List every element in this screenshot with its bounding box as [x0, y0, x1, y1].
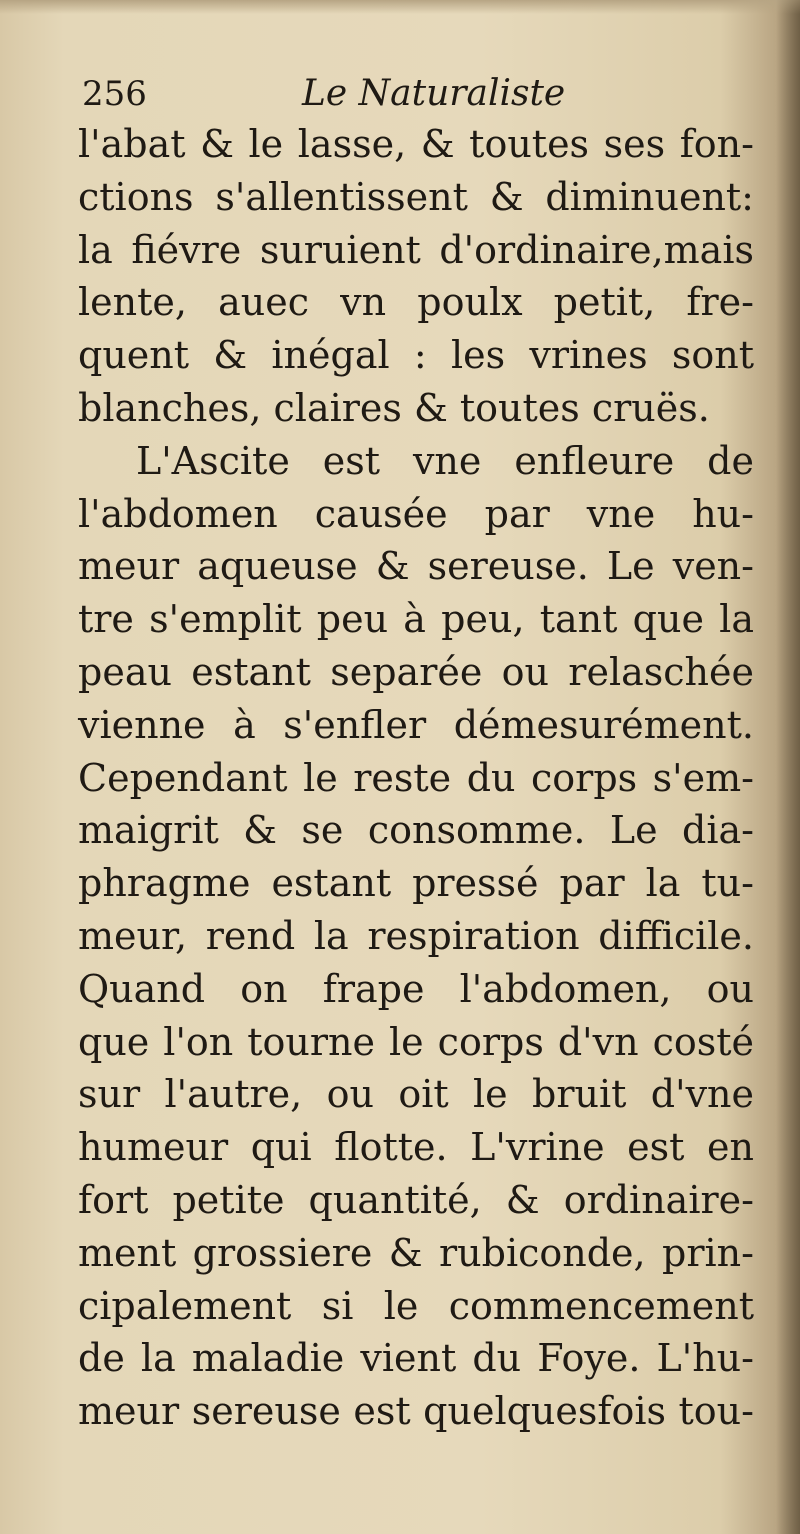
text-line: humeur qui flotte. L'vrine est en: [78, 1125, 754, 1170]
text-line: L'Ascite est vne enfleure de: [136, 438, 754, 483]
text-line: cipalement si le commencement: [78, 1283, 754, 1328]
text-line: l'abdomen causée par vne hu-: [78, 491, 754, 536]
text-line: lente, auec vn poulx petit, fre-: [78, 280, 754, 325]
text-line: phragme estant pressé par la tu-: [78, 861, 754, 906]
text-line: quent & inégal : les vrines sont: [78, 333, 754, 378]
page-header: [82, 72, 722, 116]
text-line: meur aqueuse & sereuse. Le ven-: [78, 544, 754, 589]
text-line: fort petite quantité, & ordinaire-: [78, 1177, 754, 1222]
body-text: [78, 118, 754, 1438]
text-line: ment grossiere & rubiconde, prin-: [78, 1230, 754, 1275]
text-line: l'abat & le lasse, & toutes ses fon-: [78, 122, 754, 166]
text-line: maigrit & se consomme. Le dia-: [78, 808, 754, 853]
text-line: vienne à s'enfler démesurément.: [78, 702, 754, 747]
text-line: que l'on tourne le corps d'vn costé: [78, 1019, 754, 1064]
text-line: meur, rend la respiration difficile.: [78, 913, 754, 958]
text-line: peau estant separée ou relaschée: [78, 649, 754, 694]
page-number: 256: [82, 74, 147, 114]
running-head: Le Naturaliste: [302, 73, 566, 114]
text-line: sur l'autre, ou oit le bruit d'vne: [78, 1072, 754, 1117]
text-line: de la maladie vient du Foye. L'hu-: [78, 1336, 754, 1381]
text-line: blanches, claires & toutes cruës.: [78, 385, 710, 430]
text-line: tre s'emplit peu à peu, tant que la: [78, 597, 754, 642]
text-line: Cependant le reste du corps s'em-: [78, 755, 754, 800]
text-line: Quand on frape l'abdomen, ou: [78, 966, 754, 1011]
text-line: ctions s'allentissent & diminuent:: [78, 174, 754, 219]
text-line: meur sereuse est quelquesfois tou-: [78, 1389, 754, 1434]
text-line: la fiévre suruient d'ordinaire,mais: [78, 227, 754, 272]
